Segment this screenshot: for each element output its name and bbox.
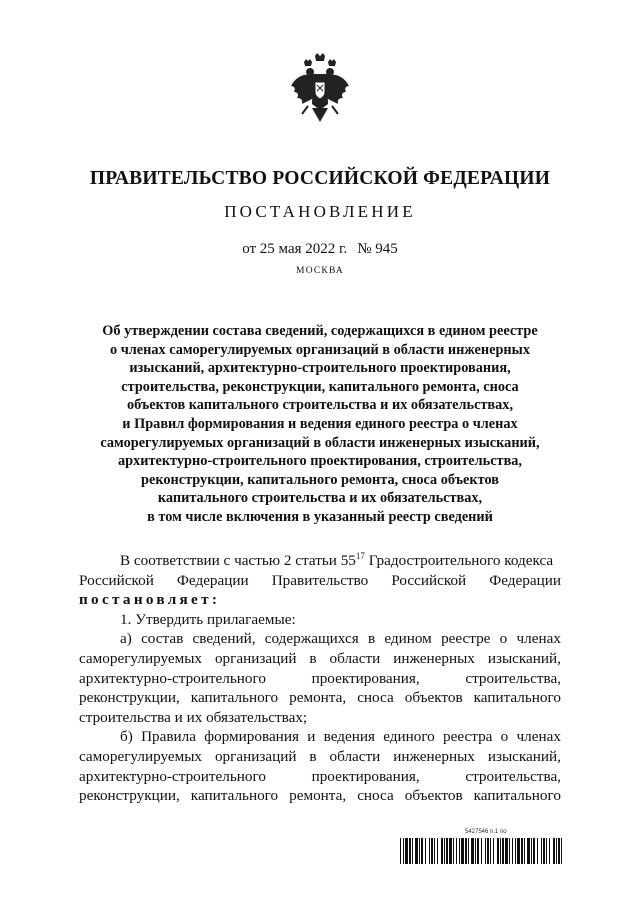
title-line: строительства, реконструкции, капитального ремонта, сноса [121,378,519,395]
government-name: ПРАВИТЕЛЬСТВО РОССИЙСКОЙ ФЕДЕРАЦИИ [89,168,551,189]
document-number: № 945 [357,241,398,257]
title-line: изысканий, архитектурно-строительного проектирования, [129,360,511,377]
item-1: 1. Утвердить прилагаемые: [120,610,296,628]
title-line: саморегулируемых организаций в области инженерных изысканий, [100,434,540,451]
document-body [79,551,561,806]
coat-of-arms-emblem [288,52,352,128]
title-line: в том числе включения в указанный реестр сведений [147,508,493,525]
preamble-line: Российской Федерации Правительство Российской Федерации [79,571,561,589]
item-b-line: реконструкции, капитального ремонта, сноса объектов капитального [79,787,561,805]
title-line: реконструкции, капитального ремонта, сноса объектов [141,471,499,488]
barcode [400,838,562,864]
preamble-line: В соответствии с частью 2 статьи $55^{17}$ Градостроительного кодекса [120,551,554,569]
document-title [60,322,580,527]
item-a-line: а) состав сведений, содержащихся в едином реестре о членах [120,630,561,648]
title-line: объектов капитального строительства и их обязательствах, [126,397,514,414]
item-a-line: реконструкции, капитального ремонта, сноса объектов капитального [79,689,561,707]
document-date: от 25 мая 2022 г. [242,241,348,257]
item-b-line: саморегулируемых организаций в области инженерных изысканий, [79,747,561,765]
title-line: о членах саморегулируемых организаций в области инженерных [110,341,530,358]
item-a-line: саморегулируемых организаций в области инженерных изысканий, [79,649,561,667]
document-type: ПОСТАНОВЛЕНИЕ [224,202,416,221]
document-date-line [0,241,640,258]
title-line: архитектурно-строительного проектирования, строительства, [117,453,523,470]
title-line: и Правил формирования и ведения единого реестра о членах [122,415,518,432]
barcode-number: 5427546 п.1 по [465,829,507,835]
resolves-line: постановляет: [79,591,221,609]
item-b-line: архитектурно-строительного проектирования, строительства, [79,767,561,785]
title-line: Об утверждении состава сведений, содержащихся в едином реестре [102,323,538,339]
document-city: МОСКВА [296,266,344,276]
item-a-line: архитектурно-строительного проектирования, строительства, [79,669,561,687]
title-line: капитального строительства и их обязательствах, [157,490,483,507]
item-a-line: строительства и их обязательствах; [79,708,308,726]
item-b-line: б) Правила формирования и ведения единого реестра о членах [120,728,561,746]
